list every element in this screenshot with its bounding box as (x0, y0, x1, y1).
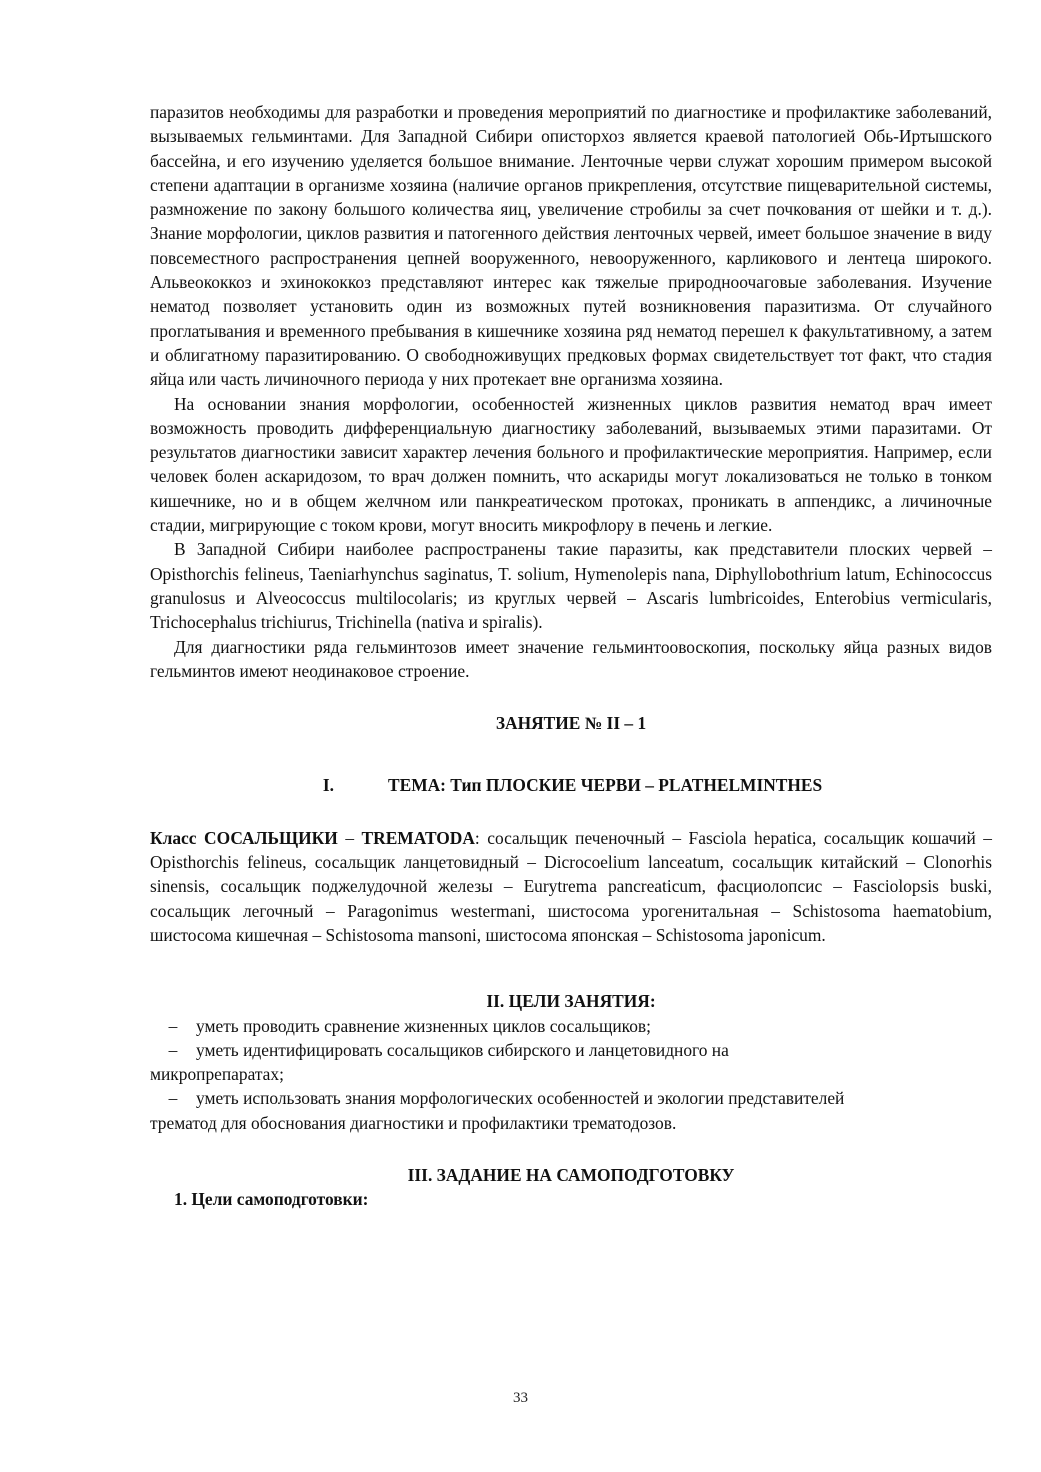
document-page (150, 100, 992, 1212)
goal-item-1 (150, 1014, 992, 1038)
goal-continuation: трематод для обоснования диагностики и профилактики трематодозов. (150, 1112, 677, 1133)
goal-text: уметь идентифицировать сосальщиков сибирского и ланцетовидного на (196, 1039, 729, 1060)
self-prep-heading: III. ЗАДАНИЕ НА САМОПОДГОТОВКУ (407, 1164, 735, 1185)
goal-dash: – (168, 1088, 178, 1109)
paragraph-siberia: В Западной Сибири наиболее распространены такие паразиты, как представители плоских червей – Opisthorchis felineus, Taeniarhynchus saginatus, T. solium, Hymenolepis nana, Diphyllobothrium latum, Echinococcus granulosus и Alveococcus multilocolaris; из круглых червей – Ascaris lumbricoides, Enterobius vermicularis, Trichocephalus trichiurus, Trichinella (nativa и spiralis). (150, 539, 992, 633)
theme-text: ТЕМА: Тип ПЛОСКИЕ ЧЕРВИ – PLATHELMINTHES (388, 775, 823, 796)
paragraph-nematodes: На основании знания морфологии, особенностей жизненных циклов развития нематод врач имеет возможность проводить дифференциальную диагностику заболеваний, вызываемых этими паразитами. От результатов диагностики зависит характер лечения больного и профилактические мероприятия. Например, если человек болен аскаридозом, то врач должен помнить, что аскариды могут локализоваться не только в тонком кишечнике, но и в общем желчном или панкреатическом протоках, проникать в аппендикс, а личиночные стадии, мигрирующие с током крови, могут вносить микрофлору в печень и легкие. (150, 393, 992, 536)
goal-item-2 (150, 1038, 992, 1062)
goal-text: уметь использовать знания морфологических особенностей и экологии представителей (196, 1088, 845, 1109)
class-name: TREMATODA (361, 827, 475, 848)
goal-dash: – (168, 1039, 178, 1060)
goal-continuation: микропрепаратах; (150, 1064, 284, 1085)
class-paragraph (150, 826, 992, 947)
class-text: : сосальщик печеночный – Fasciola hepatica, сосальщик кошачий – Opisthorchis felineus, сосальщик ланцетовидный – Dicrocoelium lanceatum, сосальщик китайский – Clonorhis sinensis, сосальщик поджелудочной железы – Eurytrema pancreaticum, фасциолопсис – Fasciolopsis buski, сосальщик легочный – Paragonimus westermani, шистосома урогенитальная – Schistosoma haematobium, шистосома кишечная – Schistosoma mansoni, шистосома японская – Schistosoma japonicum. (150, 827, 992, 945)
paragraph-intro: паразитов необходимы для разработки и проведения мероприятий по диагностике и профилактике заболеваний, вызываемых гельминтами. Для Западной Сибири описторхоз является краевой патологией Обь-Иртышского бассейна, и его изучению уделяется большое внимание. Ленточные черви служат хорошим примером высокой степени адаптации в организме хозяина (наличие органов прикрепления, отсутствие пищеварительной системы, размножение по закону большого количества яиц, увеличение стробилы за счет почкования от шейки и т. д.). Знание морфологии, циклов развития и патогенного действия ленточных червей, имеет большое значение в виду повсеместного распространения цепней вооруженного, невооруженного, карликового и лентеца широкого. Альвеококкоз и эхинококкоз представляют интерес как тяжелые природноочаговые заболевания. Изучение нематод позволяет установить один из возможных путей возникновения паразитизма. От случайного проглатывания и временного пребывания в кишечнике хозяина ряд нематод перешел к факультативному, а затем и облигатному паразитированию. О свободноживущих предковых формах свидетельствует тот факт, что стадия яйца или часть личиночного периода у них протекает вне организма хозяина. (150, 102, 992, 390)
goal-text: уметь проводить сравнение жизненных циклов сосальщиков; (196, 1015, 651, 1036)
class-dash: – (337, 827, 362, 848)
goal-dash: – (168, 1015, 178, 1036)
self-prep-subheading: 1. Цели самоподготовки: (174, 1189, 369, 1210)
goal-item-3 (150, 1086, 992, 1110)
class-lead: Класс СОСАЛЬЩИКИ (150, 827, 338, 848)
theme-number: I. (322, 775, 334, 796)
goals-heading: II. ЦЕЛИ ЗАНЯТИЯ: (486, 991, 656, 1012)
page-number: 33 (513, 1390, 528, 1406)
theme-heading (150, 773, 992, 797)
lesson-title: ЗАНЯТИЕ № II – 1 (495, 713, 647, 734)
paragraph-diagnostics: Для диагностики ряда гельминтозов имеет значение гельминтоовоскопия, поскольку яйца разных видов гельминтов имеют неодинаковое строение. (150, 636, 992, 681)
